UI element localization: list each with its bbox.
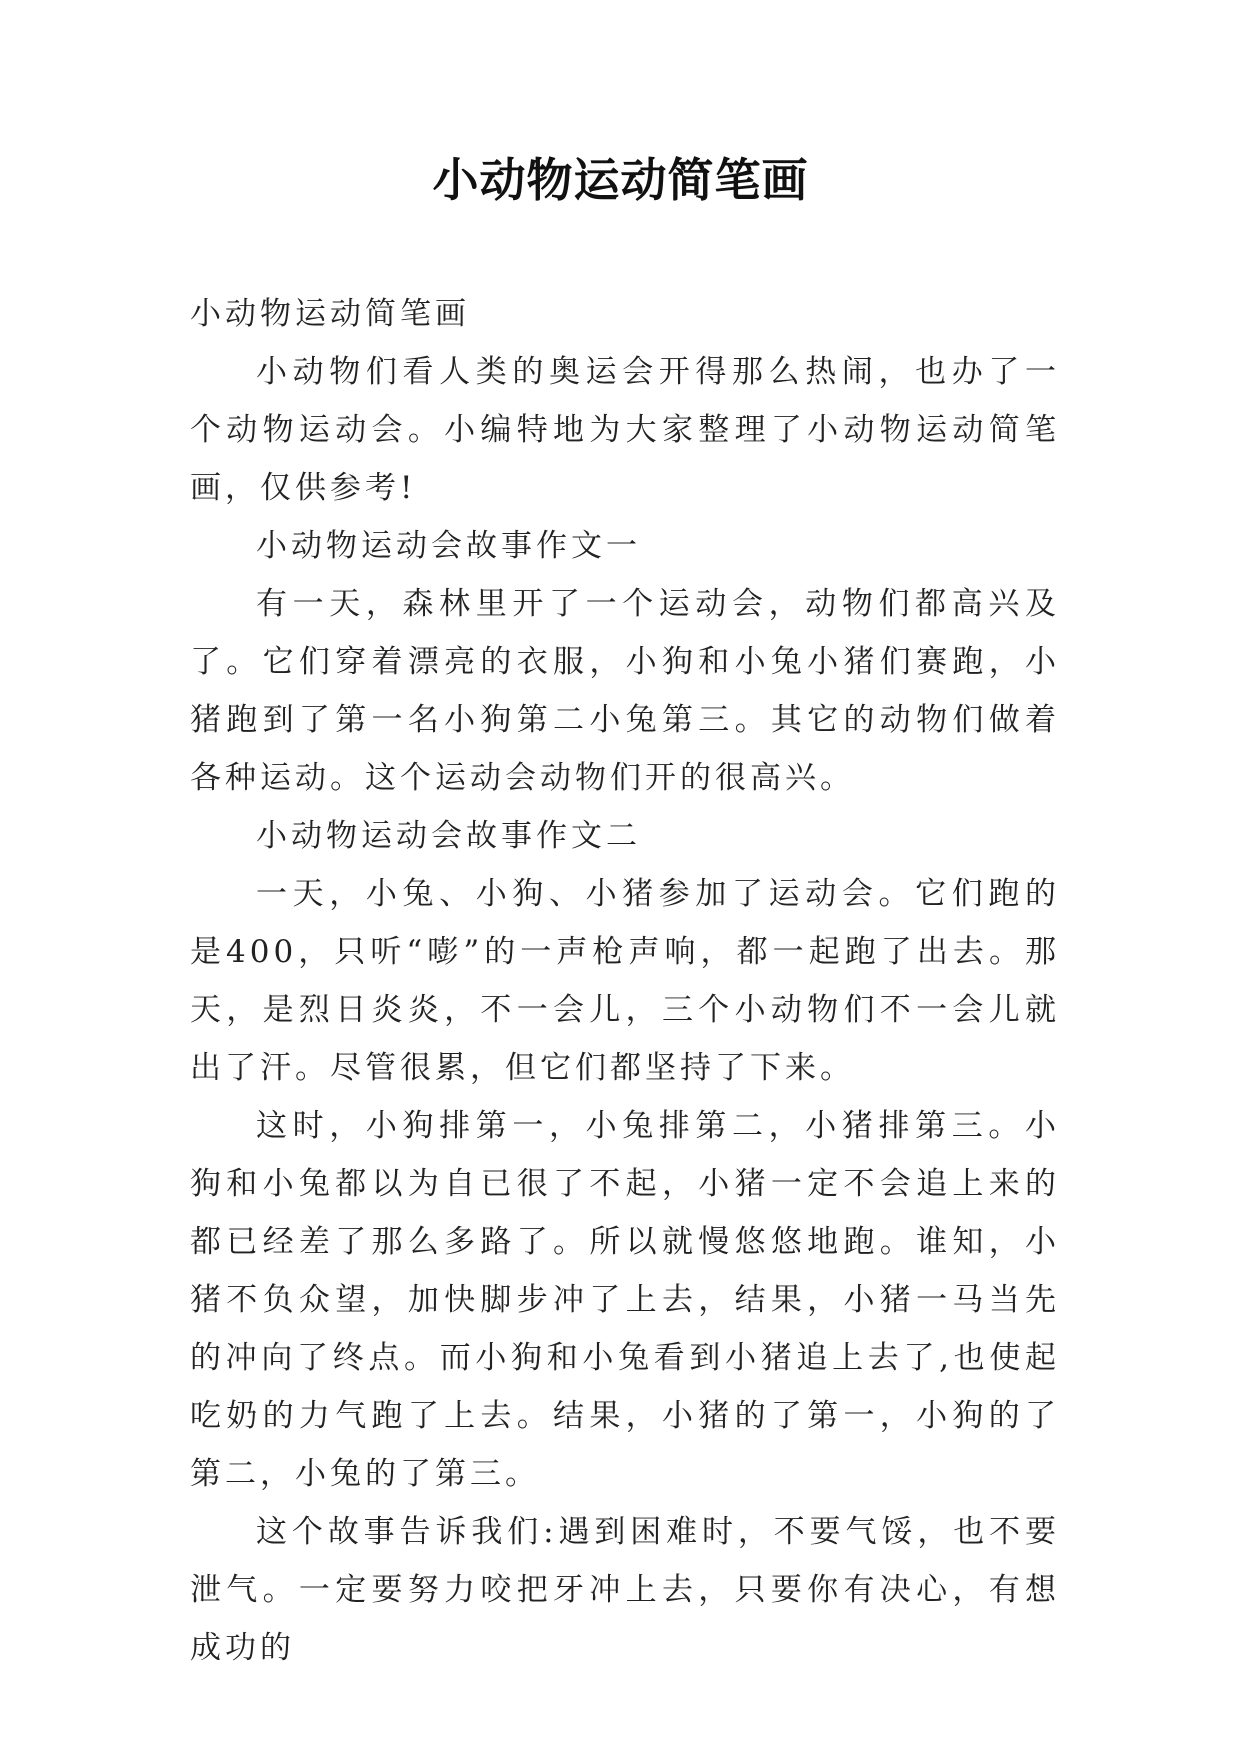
paragraph: 这个故事告诉我们:遇到困难时，不要气馁，也不要泄气。一定要努力咬把牙冲上去，只要你有决心，有想成功的 (190, 1514, 1060, 1666)
paragraph: 有一天，森林里开了一个运动会，动物们都高兴及了。它们穿着漂亮的衣服，小狗和小兔小猪们赛跑，小猪跑到了第一名小狗第二小兔第三。其它的动物们做着各种运动。这个运动会动物们开的很高兴。 (190, 586, 1060, 796)
paragraph: 这时，小狗排第一，小兔排第二，小猪排第三。小狗和小兔都以为自已很了不起，小猪一定不会追上来的都已经差了那么多路了。所以就慢悠悠地跑。谁知，小猪不负众望，加快脚步冲了上去，结果，小猪一马当先的冲向了终点。而小狗和小兔看到小猪追上去了,也使起吃奶的力气跑了上去。结果，小猪的了第一，小狗的了第二，小兔的了第三。 (190, 1108, 1060, 1492)
paragraph: 小动物运动简笔画 (190, 296, 470, 332)
paragraph: 小动物们看人类的奥运会开得那么热闹，也办了一个动物运动会。小编特地为大家整理了小动物运动简笔画，仅供参考! (190, 354, 1060, 506)
paragraph: 一天，小兔、小狗、小猪参加了运动会。它们跑的是400，只听“嘭”的一声枪声响，都一起跑了出去。那天，是烈日炎炎，不一会儿，三个小动物们不一会儿就出了汗。尽管很累，但它们都坚持了下来。 (190, 876, 1060, 1086)
section-heading: 小动物运动会故事作文二 (256, 818, 641, 854)
document-title: 小动物运动简笔画 (432, 153, 809, 207)
section-heading: 小动物运动会故事作文一 (256, 528, 641, 564)
document-body (190, 285, 1060, 1677)
